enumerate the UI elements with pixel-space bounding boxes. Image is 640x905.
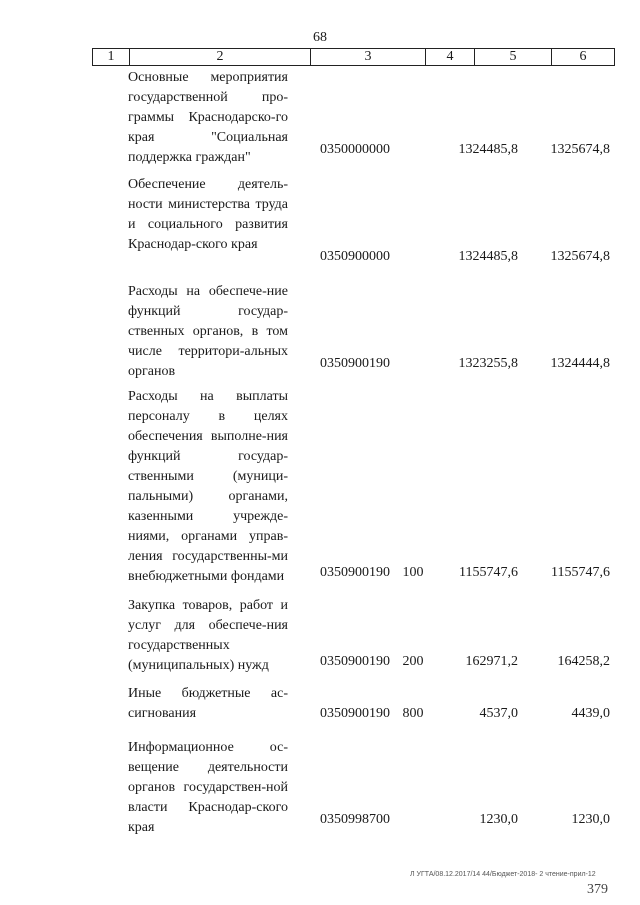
row-value-2: 4439,0 [571,706,610,721]
row-value-1: 1323255,8 [458,356,518,371]
column-header-2: 2 [130,49,311,65]
sheet-number: 379 [587,882,608,897]
footer-note: Л УГТА/08.12.2017/14 44/Бюджет-2018- 2 чтение-прил-12 [410,871,596,878]
row-code: 0350900190 [320,654,390,669]
column-header-4: 4 [426,49,475,65]
row-description: Основные мероприятия государственной про-граммы Краснодарско-го края "Социальная поддержка граждан" [128,70,288,165]
row-value-1: 1230,0 [479,812,518,827]
row-code: 0350900190 [320,706,390,721]
table-row [0,282,640,379]
row-value-1: 1324485,8 [458,142,518,157]
row-description: Информационное ос-вещение деятельности органов государствен-ной власти Краснодар-ского края [128,740,288,835]
table-row [0,596,640,672]
column-header-3: 3 [311,49,426,65]
row-description: Расходы на выплаты персоналу в целях обеспечения выполне-ния функций государ-ственными (муници-пальными) органами, казенными учрежде-ниями, органами управ-ления государственны-ми внебюджетными фондами [128,389,288,584]
row-type: 200 [402,654,424,669]
column-header-6: 6 [579,49,587,64]
column-header-1: 1 [93,49,130,65]
table-row [0,738,640,835]
row-description: Закупка товаров, работ и услуг для обеспече-ния государственных (муниципальных) нужд [128,598,288,673]
page-number: 68 [313,30,327,45]
row-type: 100 [402,565,424,580]
column-header-5: 5 [475,49,552,65]
row-code: 0350900190 [320,356,390,371]
table-row [0,387,640,583]
row-value-1: 4537,0 [479,706,518,721]
table-row [0,68,640,165]
table-header [92,48,615,66]
row-value-2: 1325674,8 [550,142,610,157]
row-value-1: 1324485,8 [458,249,518,264]
row-value-2: 1324444,8 [550,356,610,371]
row-value-2: 1155747,6 [551,565,610,580]
row-code: 0350000000 [320,142,390,157]
row-code: 0350900000 [320,249,390,264]
row-value-1: 162971,2 [465,654,518,669]
table-row [0,684,640,724]
row-description: Иные бюджетные ас-сигнования [128,686,288,721]
row-value-2: 164258,2 [557,654,610,669]
row-value-2: 1325674,8 [550,249,610,264]
row-code: 0350998700 [320,812,390,827]
row-code: 0350900190 [320,565,390,580]
row-value-2: 1230,0 [571,812,610,827]
table-row [0,175,640,267]
row-type: 800 [402,706,424,721]
row-value-1: 1155747,6 [459,565,518,580]
row-description: Расходы на обеспече-ние функций государ-ственных органов, в том числе территори-альных органов [128,284,288,379]
row-description: Обеспечение деятель-ности министерства труда и социального развития Краснодар-ского края [128,177,288,252]
